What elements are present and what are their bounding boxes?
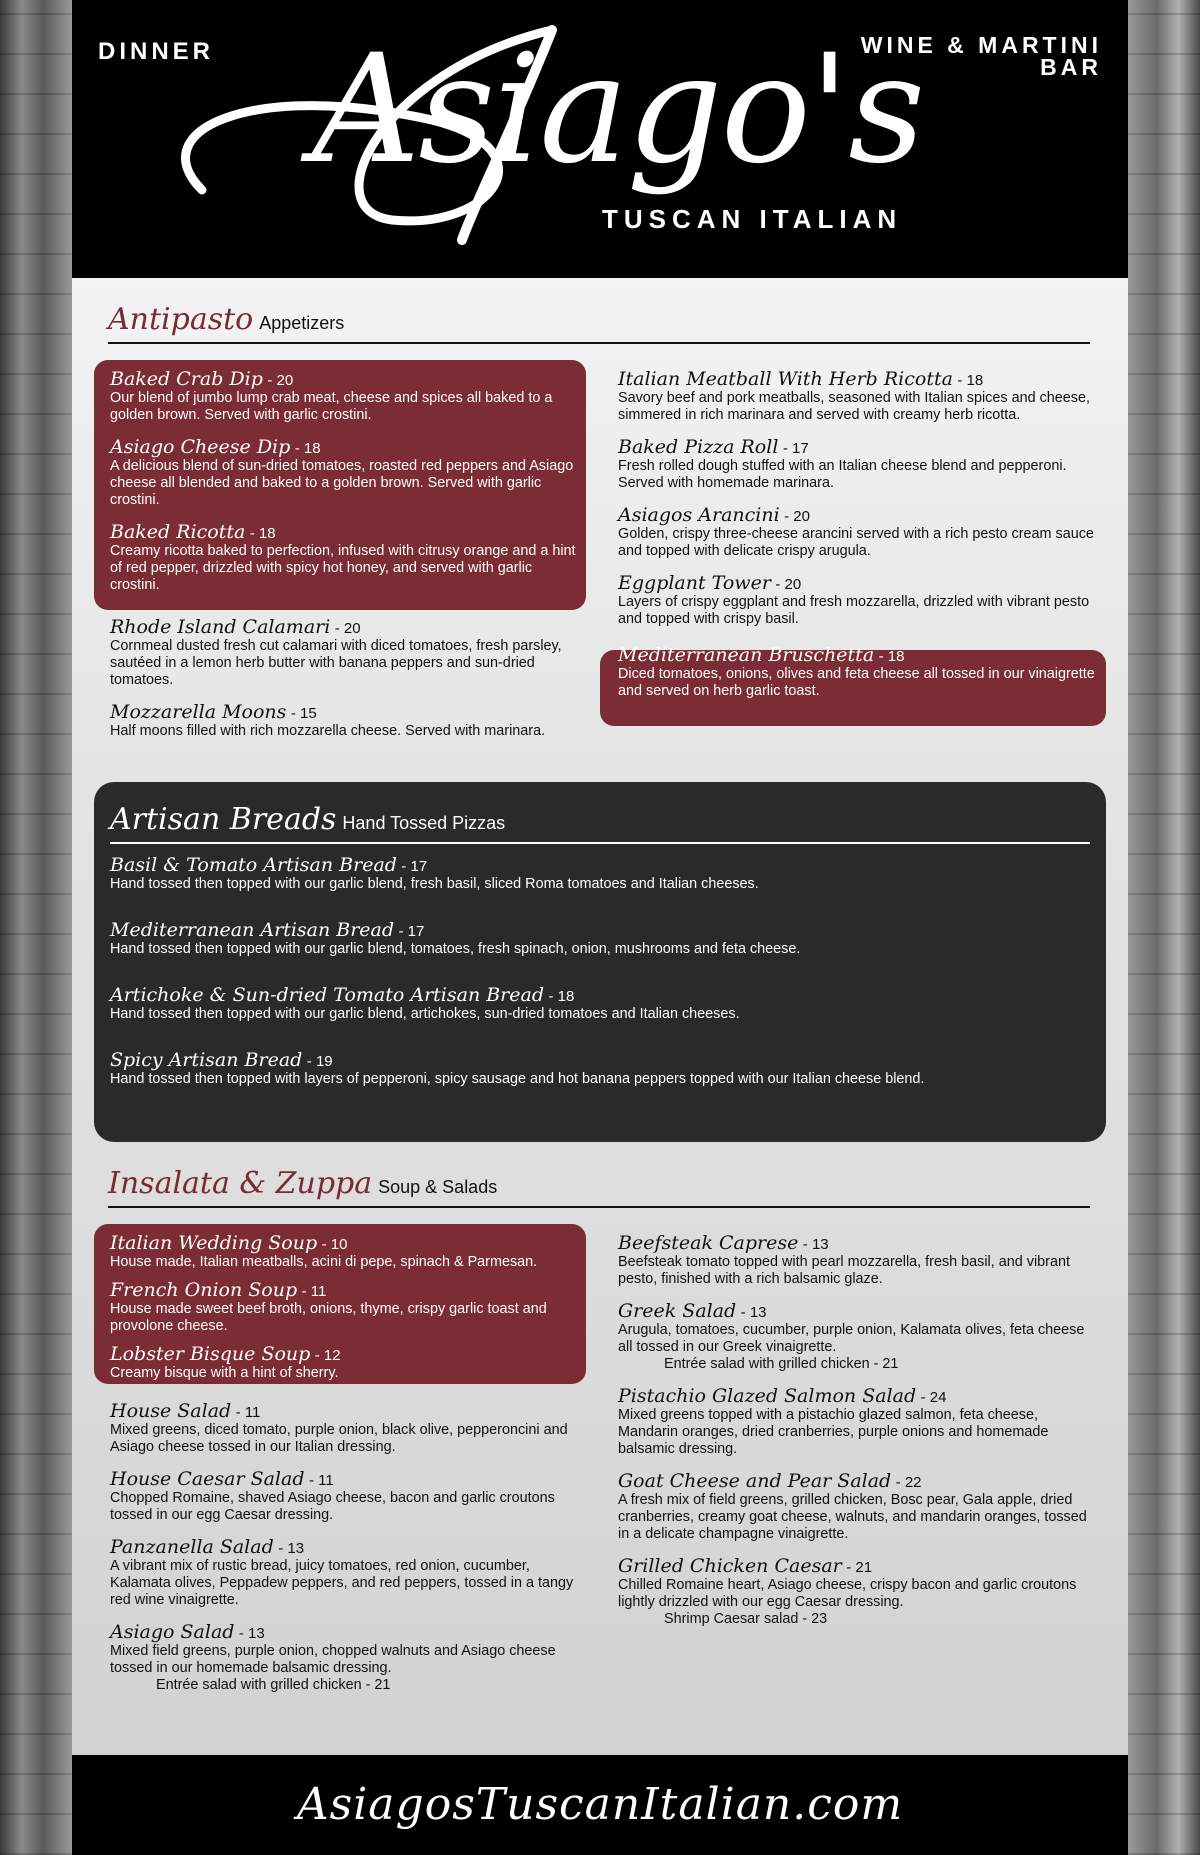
item-price: - 17 xyxy=(398,923,425,940)
item-name: Greek Salad xyxy=(618,1300,737,1322)
item-name: Beefsteak Caprese xyxy=(618,1232,799,1254)
menu-item xyxy=(110,1536,582,1609)
menu-item xyxy=(618,368,1098,424)
menu-item xyxy=(618,572,1098,628)
item-price: - 18 xyxy=(249,525,276,542)
item-description: Hand tossed then topped with our garlic blend, tomatoes, fresh spinach, onion, mushrooms and feta cheese. xyxy=(110,941,801,957)
item-name: Asiago Salad xyxy=(110,1621,235,1643)
item-name: Panzanella Salad xyxy=(110,1536,274,1558)
item-price: - 19 xyxy=(306,1053,333,1070)
breads-title: Artisan Breads xyxy=(110,802,337,837)
item-name: Asiagos Arancini xyxy=(618,504,780,526)
menu-item xyxy=(618,1232,1098,1288)
antipasto-left-column xyxy=(110,368,582,752)
website-link[interactable]: AsiagosTuscanItalian.com xyxy=(296,1779,904,1830)
item-description: Hand tossed then topped with our garlic blend, fresh basil, sliced Roma tomatoes and Italian cheeses. xyxy=(110,876,759,892)
item-price: - 22 xyxy=(895,1474,922,1491)
item-description: A fresh mix of field greens, grilled chicken, Bosc pear, Gala apple, dried cranberries, creamy goat cheese, walnuts, and mandarin oranges, tossed in a delicate champagne vinaigrette. xyxy=(618,1492,1087,1542)
brand-name: Asiago's xyxy=(312,23,924,197)
item-name: Italian Meatball With Herb Ricotta xyxy=(618,368,953,390)
menu-item xyxy=(618,1385,1098,1458)
item-description: Layers of crispy eggplant and fresh mozzarella, drizzled with vibrant pesto and topped with crispy basil. xyxy=(618,594,1090,627)
menu-item xyxy=(110,1232,582,1271)
background-left-photo xyxy=(0,0,72,1855)
item-description: Mixed field greens, purple onion, chopped walnuts and Asiago cheese tossed in our homemade balsamic dressing. xyxy=(110,1643,556,1676)
insalata-left-column xyxy=(110,1232,582,1706)
menu-item xyxy=(618,1300,1098,1373)
item-price: - 20 xyxy=(775,576,802,593)
item-name: Mozzarella Moons xyxy=(110,701,287,723)
item-price: - 20 xyxy=(784,508,810,525)
item-name: Rhode Island Calamari xyxy=(110,616,331,638)
item-description: Mixed greens topped with a pistachio glazed salmon, feta cheese, Mandarin oranges, dried cranberries, purple onions and homemade balsamic dressing. xyxy=(618,1407,1049,1457)
item-description: Golden, crispy three-cheese arancini served with a rich pesto cream sauce and topped with delicate crispy arugula. xyxy=(618,526,1094,559)
menu-item xyxy=(110,1343,582,1382)
item-price: - 20 xyxy=(334,620,361,637)
brand-subtitle: TUSCAN ITALIAN xyxy=(602,204,903,234)
bar-label-line2: BAR xyxy=(1040,54,1102,80)
menu-item xyxy=(110,984,1090,1023)
menu-item xyxy=(618,436,1098,492)
item-name: Basil & Tomato Artisan Bread xyxy=(110,854,397,876)
item-name: Eggplant Tower xyxy=(618,572,771,594)
insalata-subtitle: Soup & Salads xyxy=(378,1177,498,1197)
item-description: Creamy bisque with a hint of sherry. xyxy=(110,1365,339,1381)
dinner-label: DINNER xyxy=(98,38,215,65)
breads-subtitle: Hand Tossed Pizzas xyxy=(342,813,506,833)
item-price: - 12 xyxy=(314,1347,341,1364)
item-name: Pistachio Glazed Salmon Salad xyxy=(618,1385,917,1407)
item-addon: Shrimp Caesar salad - 23 xyxy=(664,1611,828,1627)
breads-header xyxy=(110,802,1090,844)
item-price: - 15 xyxy=(290,705,317,722)
item-description: Mixed greens, diced tomato, purple onion, black olive, pepperoncini and Asiago cheese tossed in our Italian dressing. xyxy=(110,1422,568,1455)
item-name: Baked Ricotta xyxy=(110,521,246,543)
insalata-title: Insalata & Zuppa xyxy=(108,1166,373,1201)
menu-item xyxy=(110,521,582,594)
menu-item xyxy=(110,616,582,689)
menu-item xyxy=(110,1468,582,1524)
item-description: Chilled Romaine heart, Asiago cheese, crispy bacon and garlic croutons lightly drizzled with our egg Caesar dressing. xyxy=(618,1577,1077,1610)
item-description: A vibrant mix of rustic bread, juicy tomatoes, red onion, cucumber, Kalamata olives, Peppadew peppers, and red peppers, tossed in a tangy red wine vinaigrette. xyxy=(110,1558,574,1608)
item-name: Baked Pizza Roll xyxy=(618,436,779,458)
item-name: Artichoke & Sun-dried Tomato Artisan Bread xyxy=(110,984,545,1006)
item-description: Half moons filled with rich mozzarella cheese. Served with marinara. xyxy=(110,723,546,739)
item-description: Creamy ricotta baked to perfection, infused with citrusy orange and a hint of red pepper, drizzled with spicy hot honey, and served with garlic crostini. xyxy=(110,543,576,593)
menu-item xyxy=(618,1470,1098,1543)
item-addon: Entrée salad with grilled chicken - 21 xyxy=(156,1677,391,1693)
insalata-header xyxy=(108,1166,1090,1208)
antipasto-title: Antipasto xyxy=(108,302,254,337)
item-price: - 11 xyxy=(301,1283,327,1300)
item-name: Mediterranean Bruschetta xyxy=(618,644,875,666)
breads-list xyxy=(110,854,1090,1100)
item-price: - 13 xyxy=(278,1540,305,1557)
item-description: Diced tomatoes, onions, olives and feta cheese all tossed in our vinaigrette and served on herb garlic toast. xyxy=(618,666,1095,699)
item-price: - 24 xyxy=(920,1389,947,1406)
menu-item xyxy=(110,1621,582,1694)
item-description: House made, Italian meatballs, acini di pepe, spinach & Parmesan. xyxy=(110,1254,538,1270)
insalata-right-column xyxy=(618,1232,1098,1640)
item-price: - 18 xyxy=(878,648,905,665)
item-price: - 10 xyxy=(321,1236,348,1253)
item-name: Lobster Bisque Soup xyxy=(110,1343,311,1365)
item-price: - 13 xyxy=(740,1304,767,1321)
item-price: - 11 xyxy=(308,1472,334,1489)
menu-header xyxy=(72,0,1128,278)
item-name: Spicy Artisan Bread xyxy=(110,1049,303,1071)
item-price: - 17 xyxy=(782,440,809,457)
item-price: - 13 xyxy=(238,1625,265,1642)
item-price: - 20 xyxy=(267,372,294,389)
item-price: - 18 xyxy=(294,440,321,457)
item-name: House Salad xyxy=(110,1400,232,1422)
item-name: Baked Crab Dip xyxy=(110,368,263,390)
item-description: A delicious blend of sun-dried tomatoes, roasted red peppers and Asiago cheese all blended and baked to a golden brown. Served with garlic crostini. xyxy=(110,458,574,508)
item-description: Hand tossed then topped with layers of pepperoni, spicy sausage and hot banana peppers topped with our Italian cheese blend. xyxy=(110,1071,925,1087)
item-description: Fresh rolled dough stuffed with an Italian cheese blend and pepperoni. Served with homemade marinara. xyxy=(618,458,1067,491)
menu-item xyxy=(110,919,1090,958)
item-name: House Caesar Salad xyxy=(110,1468,305,1490)
antipasto-subtitle: Appetizers xyxy=(259,313,345,333)
menu-item xyxy=(618,504,1098,560)
menu-footer xyxy=(72,1755,1128,1855)
menu-item xyxy=(110,1279,582,1335)
item-price: - 21 xyxy=(846,1559,873,1576)
menu-item xyxy=(110,854,1090,893)
item-name: Italian Wedding Soup xyxy=(110,1232,318,1254)
antipasto-header xyxy=(108,302,1090,344)
item-price: - 18 xyxy=(548,988,575,1005)
artisan-breads-box xyxy=(94,782,1106,1142)
item-description: Chopped Romaine, shaved Asiago cheese, bacon and garlic croutons tossed in our egg Caesar dressing. xyxy=(110,1490,555,1523)
item-description: Cornmeal dusted fresh cut calamari with diced tomatoes, fresh parsley, sautéed in a lemon herb butter with banana peppers and sun-dried tomatoes. xyxy=(110,638,562,688)
menu-item xyxy=(110,701,582,740)
item-price: - 11 xyxy=(235,1404,261,1421)
item-name: Grilled Chicken Caesar xyxy=(618,1555,842,1577)
item-name: French Onion Soup xyxy=(110,1279,298,1301)
item-price: - 18 xyxy=(957,372,984,389)
menu-item xyxy=(110,1400,582,1456)
item-name: Goat Cheese and Pear Salad xyxy=(618,1470,892,1492)
item-description: Hand tossed then topped with our garlic blend, artichokes, sun-dried tomatoes and Italian cheeses. xyxy=(110,1006,740,1022)
item-description: Beefsteak tomato topped with pearl mozzarella, fresh basil, and vibrant pesto, finished with a rich balsamic glaze. xyxy=(618,1254,1070,1287)
item-price: - 17 xyxy=(401,858,428,875)
menu-item xyxy=(618,644,1098,700)
item-price: - 13 xyxy=(802,1236,829,1253)
item-addon: Entrée salad with grilled chicken - 21 xyxy=(664,1356,899,1372)
item-description: Arugula, tomatoes, cucumber, purple onion, Kalamata olives, feta cheese all tossed in our Greek vinaigrette. xyxy=(618,1322,1085,1355)
menu-item xyxy=(618,1555,1098,1628)
antipasto-right-column xyxy=(618,368,1098,712)
menu-item xyxy=(110,368,582,424)
menu-content xyxy=(72,278,1128,1755)
menu-item xyxy=(110,436,582,509)
item-description: Our blend of jumbo lump crab meat, cheese and spices all baked to a golden brown. Served with garlic crostini. xyxy=(110,390,553,423)
bar-label-line1: WINE & MARTINI xyxy=(860,32,1102,58)
item-description: Savory beef and pork meatballs, seasoned with Italian spices and cheese, simmered in rich marinara and served with creamy herb ricotta. xyxy=(618,390,1090,423)
menu-item xyxy=(110,1049,1090,1088)
item-name: Asiago Cheese Dip xyxy=(110,436,291,458)
item-description: House made sweet beef broth, onions, thyme, crispy garlic toast and provolone cheese. xyxy=(110,1301,547,1334)
background-right-photo xyxy=(1128,0,1200,1855)
item-name: Mediterranean Artisan Bread xyxy=(110,919,395,941)
